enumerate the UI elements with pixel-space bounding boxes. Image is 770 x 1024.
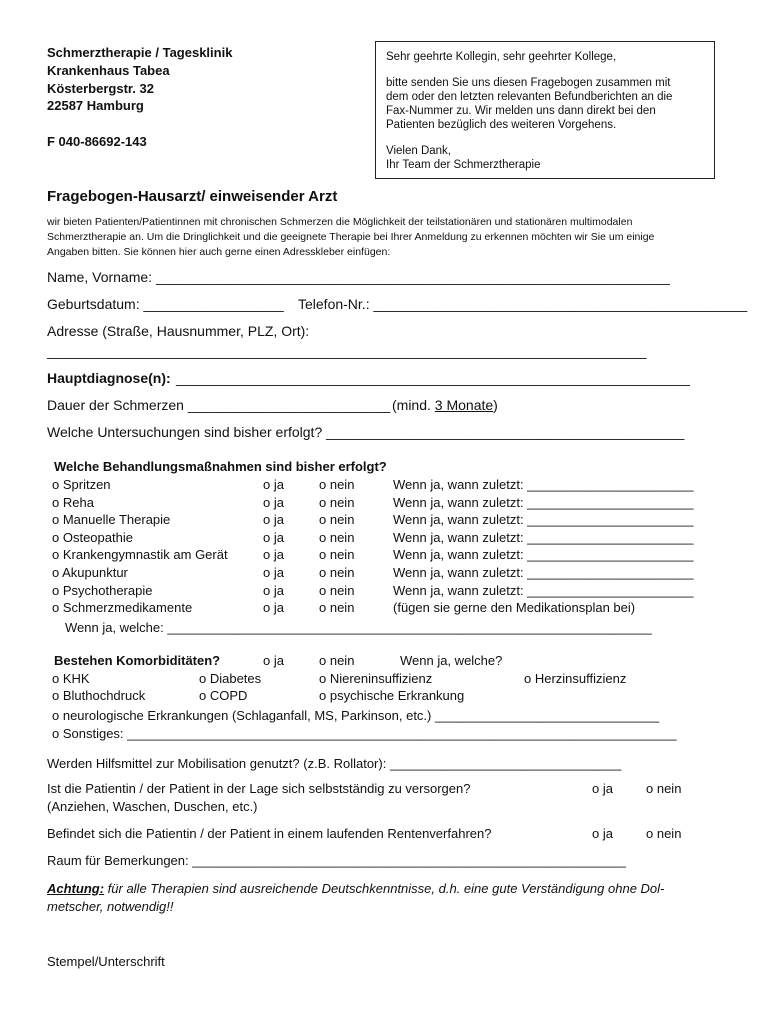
- clinic-fax: F 040-86692-143: [47, 134, 147, 149]
- treatment-note: (fügen sie gerne den Medikationsplan bei): [393, 600, 636, 615]
- treatment-no[interactable]: o nein: [319, 530, 355, 545]
- attention-line: [47, 881, 664, 896]
- treatment-no[interactable]: o nein: [319, 547, 355, 562]
- comorbid-neuro[interactable]: o neurologische Erkrankungen (Schlaganfall, MS, Parkinson, etc.) _______________________________: [52, 708, 660, 723]
- clinic-city: 22587 Hamburg: [47, 98, 144, 113]
- treatment-no[interactable]: o nein: [319, 477, 355, 492]
- phone-field[interactable]: Telefon-Nr.: ________________________________________________: [298, 296, 748, 312]
- clinic-department: Schmerztherapie / Tagesklinik: [47, 45, 233, 60]
- notice-team: Ihr Team der Schmerztherapie: [386, 159, 541, 171]
- comorbid-khk[interactable]: o KHK: [52, 671, 90, 686]
- pension-question: Befindet sich die Patientin / der Patient in einem laufenden Rentenverfahren?: [47, 826, 492, 841]
- address-field[interactable]: _____________________________________________________________________________: [47, 343, 647, 359]
- comorbid-psych[interactable]: o psychische Erkrankung: [319, 688, 465, 703]
- pension-no[interactable]: o nein: [646, 826, 682, 841]
- attention-text: für alle Therapien sind ausreichende Deutschkenntnisse, d.h. eine gute Verständigung ohne Dol-: [104, 881, 665, 896]
- treatment-no[interactable]: o nein: [319, 600, 355, 615]
- selfcare-yes[interactable]: o ja: [592, 781, 613, 796]
- duration-note: [392, 397, 498, 413]
- treatment-note[interactable]: Wenn ja, wann zuletzt: _______________________: [393, 495, 694, 510]
- comorbid-copd[interactable]: o COPD: [199, 688, 248, 703]
- aids-field[interactable]: Werden Hilfsmittel zur Mobilisation genutzt? (z.B. Rollator): ________________________________: [47, 756, 622, 771]
- selfcare-question: Ist die Patientin / der Patient in der Lage sich selbstständig zu versorgen?: [47, 781, 471, 796]
- treatment-note[interactable]: Wenn ja, wann zuletzt: _______________________: [393, 547, 694, 562]
- clinic-hospital: Krankenhaus Tabea: [47, 63, 170, 78]
- exams-field[interactable]: Welche Untersuchungen sind bisher erfolgt? ______________________________________________: [47, 424, 685, 440]
- intro-line: wir bieten Patienten/Patientinnen mit chronischen Schmerzen die Möglichkeit der teilstationären und stationären multimodalen: [47, 216, 633, 228]
- clinic-street: Kösterbergstr. 32: [47, 81, 154, 96]
- name-field[interactable]: Name, Vorname: __________________________________________________________________: [47, 269, 670, 285]
- treatments-heading: Welche Behandlungsmaßnahmen sind bisher erfolgt?: [54, 459, 387, 474]
- treatment-yes[interactable]: o ja: [263, 600, 284, 615]
- treatment-label[interactable]: o Krankengymnastik am Gerät: [52, 547, 228, 562]
- attention-text-cont: metscher, notwendig!!: [47, 899, 174, 914]
- selfcare-no[interactable]: o nein: [646, 781, 682, 796]
- diagnosis-label: Hauptdiagnose(n):: [47, 370, 171, 386]
- attention-label: Achtung:: [47, 881, 105, 896]
- treatment-note[interactable]: Wenn ja, wann zuletzt: _______________________: [393, 512, 694, 527]
- treatment-note[interactable]: Wenn ja, wann zuletzt: _______________________: [393, 583, 694, 598]
- diagnosis-field[interactable]: __________________________________________________________________: [176, 370, 690, 386]
- remarks-field[interactable]: Raum für Bemerkungen: ____________________________________________________________: [47, 853, 627, 868]
- treatment-which-field[interactable]: Wenn ja, welche: ___________________________________________________________________: [65, 620, 652, 635]
- birthdate-field[interactable]: Geburtsdatum: __________________: [47, 296, 284, 312]
- comorbid-other[interactable]: o Sonstiges: ____________________________________________________________________________: [52, 726, 677, 741]
- treatment-label[interactable]: o Schmerzmedikamente: [52, 600, 193, 615]
- treatment-note[interactable]: Wenn ja, wann zuletzt: _______________________: [393, 530, 694, 545]
- duration-note-link: 3 Monate: [434, 397, 494, 413]
- treatment-yes[interactable]: o ja: [263, 495, 284, 510]
- treatment-yes[interactable]: o ja: [263, 547, 284, 562]
- treatment-label[interactable]: o Osteopathie: [52, 530, 133, 545]
- treatment-yes[interactable]: o ja: [263, 512, 284, 527]
- treatment-note[interactable]: Wenn ja, wann zuletzt: _______________________: [393, 565, 694, 580]
- notice-greeting: Sehr geehrte Kollegin, sehr geehrter Kollege,: [386, 51, 617, 63]
- treatment-label[interactable]: o Reha: [52, 495, 94, 510]
- notice-line: dem oder den letzten relevanten Befundberichten an die: [386, 91, 673, 103]
- comorbid-which: Wenn ja, welche?: [400, 653, 503, 668]
- notice-line: Fax-Nummer zu. Wir melden uns dann direkt bei den: [386, 105, 656, 117]
- treatment-yes[interactable]: o ja: [263, 565, 284, 580]
- form-title: Fragebogen-Hausarzt/ einweisender Arzt: [47, 188, 338, 205]
- pension-yes[interactable]: o ja: [592, 826, 613, 841]
- intro-line: Angaben bitten. Sie können hier auch gerne einen Adresskleber einfügen:: [47, 246, 391, 258]
- treatment-label[interactable]: o Psychotherapie: [52, 583, 153, 598]
- notice-line: Patienten bezüglich des weiteren Vorgehens.: [386, 119, 617, 131]
- treatment-yes[interactable]: o ja: [263, 530, 284, 545]
- notice-thanks: Vielen Dank,: [386, 145, 451, 157]
- address-label: Adresse (Straße, Hausnummer, PLZ, Ort):: [47, 323, 310, 339]
- comorbid-bp[interactable]: o Bluthochdruck: [52, 688, 146, 703]
- comorbid-no[interactable]: o nein: [319, 653, 355, 668]
- treatment-yes[interactable]: o ja: [263, 583, 284, 598]
- notice-box: [375, 41, 715, 179]
- treatment-no[interactable]: o nein: [319, 495, 355, 510]
- treatment-yes[interactable]: o ja: [263, 477, 284, 492]
- comorbid-yes[interactable]: o ja: [263, 653, 284, 668]
- comorbid-kidney[interactable]: o Niereninsuffizienz: [319, 671, 433, 686]
- comorbid-heart[interactable]: o Herzinsuffizienz: [524, 671, 627, 686]
- comorbid-heading: Bestehen Komorbiditäten?: [54, 653, 221, 668]
- comorbid-diabetes[interactable]: o Diabetes: [199, 671, 262, 686]
- treatment-note[interactable]: Wenn ja, wann zuletzt: _______________________: [393, 477, 694, 492]
- treatment-no[interactable]: o nein: [319, 565, 355, 580]
- duration-note-suffix: ): [493, 397, 498, 413]
- treatment-label[interactable]: o Spritzen: [52, 477, 111, 492]
- treatment-label[interactable]: o Manuelle Therapie: [52, 512, 171, 527]
- treatment-no[interactable]: o nein: [319, 583, 355, 598]
- intro-line: Schmerztherapie an. Um die Dringlichkeit und die geeignete Therapie bei Ihrer Anmeldung zu erkennen möchten wir Sie um einige: [47, 231, 655, 243]
- notice-line: bitte senden Sie uns diesen Fragebogen zusammen mit: [386, 77, 671, 89]
- duration-note-prefix: (mind.: [392, 397, 435, 413]
- treatment-label[interactable]: o Akupunktur: [52, 565, 128, 580]
- selfcare-hint: (Anziehen, Waschen, Duschen, etc.): [47, 799, 258, 814]
- stamp-signature-label: Stempel/Unterschrift: [47, 954, 165, 969]
- duration-field[interactable]: Dauer der Schmerzen __________________________: [47, 397, 391, 413]
- treatment-no[interactable]: o nein: [319, 512, 355, 527]
